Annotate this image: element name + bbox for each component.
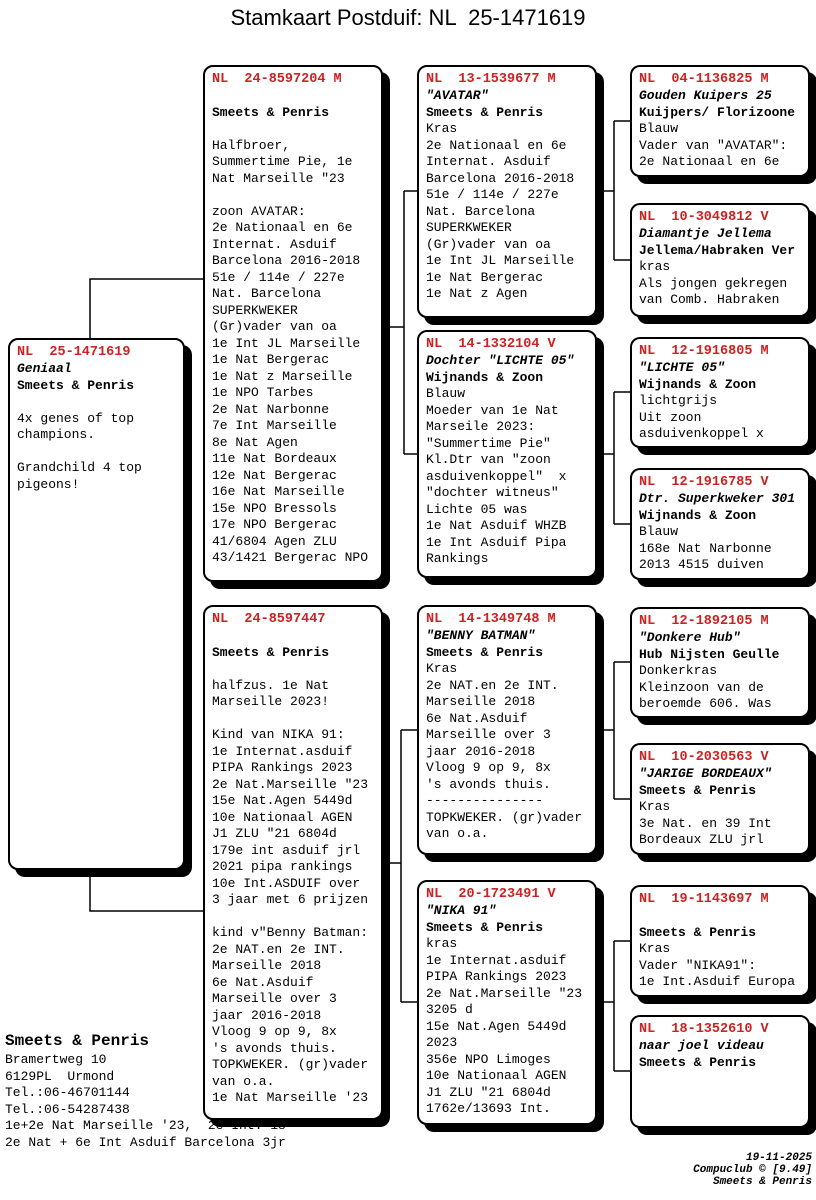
pedigree-line: Jellema/Habraken Ver [639,242,796,258]
pedigree-line: 2e NAT.en 2e INT. [212,941,345,957]
footer-program: Compuclub © [9.49] [693,1164,812,1176]
pedigree-line: Dtr. Superkweker 301 [639,491,796,506]
connector-g2-greatgrandparents [597,392,630,524]
pedigree-line: van o.a. [426,826,489,841]
pedigree-line: Blauw [426,386,466,401]
owner-name: Smeets & Penris [5,1032,150,1050]
pedigree-line: 2e Nat.Marseille "23 [212,776,369,792]
ring-number: NL 13-1539677 M [426,72,556,87]
pedigree-line: Summertime Pie, 1e [212,154,353,169]
pedigree-box-gg8 [630,1015,810,1128]
pedigree-line [639,908,805,925]
pedigree-box-g4 [417,880,597,1125]
pedigree-line: PIPA Rankings 2023 [212,760,353,775]
pedigree-line [212,628,378,645]
ring-number: NL 20-1723491 V [426,887,556,902]
pedigree-line: Smeets & Penris [212,104,330,120]
pedigree-line: Lichte 05 was [426,501,528,517]
pedigree-line: Grandchild 4 top [17,460,142,475]
pedigree-line: 1e Int JL Marseille [426,253,575,268]
pedigree-line: SUPERKWEKER [426,220,512,235]
pedigree-line: --------------- [426,793,544,808]
ring-number: NL 18-1352610 V [639,1022,769,1037]
pedigree-line: beroemde 606. Was [639,696,772,711]
pedigree-line: Kleinzoon van de [639,679,764,695]
pedigree-line: 168e Nat Narbonne [639,540,772,556]
pedigree-line: 41/6804 Agen ZLU [212,533,337,549]
pedigree-line: "AVATAR" [426,88,489,103]
pedigree-line: Geniaal [17,361,72,376]
pedigree-line: 17e NPO Bergerac [212,517,337,532]
pedigree-line: Kras [639,941,671,956]
pedigree-line: Vloog 9 op 9, 8x [426,760,551,775]
connector-subject-dam [90,870,203,911]
pedigree-line: 2e Nationaal en 6e [426,137,567,153]
pedigree-line: 1762e/13693 Int. [426,1101,551,1116]
pedigree-line: 2e Nat.Marseille "23 [426,985,583,1001]
pedigree-line: 3e Nat. en 39 Int [639,815,772,831]
pedigree-line: van Comb. Habraken [639,292,780,307]
pedigree-line: 1e Nat z Marseille [212,368,353,384]
page-title: Stamkaart Postduif: NL 25-1471619 [230,5,586,30]
pedigree-line: 's avonds thuis. [212,1040,337,1056]
pedigree-line: Nat. Barcelona [212,286,322,301]
pedigree-line [212,121,378,138]
pedigree-line: 179e int asduif jrl [212,842,361,858]
ring-number: NL 14-1349748 M [426,612,556,627]
pedigree-line: Wijnands & Zoon [639,507,757,523]
pedigree-line: Rankings [426,551,489,566]
pedigree-line: Gouden Kuipers 25 [639,88,772,103]
ring-number: NL 19-1143697 M [639,892,769,907]
pedigree-box-subject [8,338,185,870]
pedigree-line: "LICHTE 05" [639,360,725,375]
pedigree-line: 15e NPO Bressols [212,500,337,516]
pedigree-line: Wijnands & Zoon [426,369,544,385]
pedigree-line: Nat Marseille "23 [212,170,345,186]
pedigree-line: Bordeaux ZLU jrl [639,832,764,847]
footer-date: 19-11-2025 [745,1152,812,1164]
pedigree-line: 15e Nat.Agen 5449d [426,1018,567,1034]
pedigree-line: 6e Nat.Asduif [426,710,528,726]
owner-phone-line: Tel.:06-46701144 [5,1085,130,1101]
pedigree-line: 10e Int.ASDUIF over [212,875,361,891]
owner-block [5,1030,286,1152]
ring-number: NL 04-1136825 M [639,72,769,87]
pedigree-line: "BENNY BATMAN" [426,628,536,643]
footer [0,1140,812,1200]
pedigree-line: 3 jaar met 6 prijzen [212,892,369,907]
pedigree-line: Halfbroer, [212,137,291,153]
ring-number: NL 25-1471619 [17,345,131,360]
pedigree-line: 2e Nat Narbonne [212,401,330,417]
pedigree-line: 1e Internat.asduif [212,743,353,759]
pedigree-line: 1e NPO Tarbes [212,385,314,400]
ring-number: NL 10-3049812 V [639,210,769,225]
pedigree-line: Marseile 2023: [426,419,536,434]
pedigree-line: "JARIGE BORDEAUX" [639,766,772,781]
pedigree-line: jaar 2016-2018 [212,1007,322,1023]
pedigree-line: 1e Nat z Agen [426,286,528,301]
pedigree-line: Internat. Asduif [212,236,337,252]
owner-address-line: Bramertweg 10 [5,1052,107,1067]
pedigree-line: "Donkere Hub" [639,630,741,645]
pedigree-line: "NIKA 91" [426,903,497,918]
pedigree-line: 12e Nat Bergerac [212,467,337,483]
pedigree-line: 15e Nat.Agen 5449d [212,793,353,808]
pedigree-line: 1e Nat Bergerac [212,352,330,367]
pedigree-line: kras [426,936,458,951]
ring-number: NL 12-1916785 V [639,475,769,490]
pedigree-line: asduivenkoppel" x [426,468,567,484]
pedigree-line: Smeets & Penris [426,919,544,935]
pedigree-line: 1e Nat Bergerac [426,269,544,285]
connector-p2-grandparents [385,730,417,1002]
owner-phone-line: Tel.:06-54287438 [5,1101,130,1117]
pedigree-line: Smeets & Penris [639,782,757,798]
pedigree-line: Marseille 2018 [426,694,536,709]
pedigree-line: asduivenkoppel x [639,426,764,441]
pedigree-line: Nat. Barcelona [426,203,536,219]
pedigree-line [212,661,378,678]
pedigree-line: 51e / 114e / 227e [212,269,345,285]
pedigree-line: Barcelona 2016-2018 [426,170,575,186]
pedigree-line: 51e / 114e / 227e [426,187,559,202]
connector-g4-greatgrandparents [597,941,630,1071]
pedigree-line: PIPA Rankings 2023 [426,969,567,984]
pedigree-box-gg3 [630,337,810,448]
pedigree-line: Barcelona 2016-2018 [212,253,361,268]
pedigree-line: Vloog 9 op 9, 8x [212,1024,337,1039]
pedigree-line: 's avonds thuis. [426,776,551,792]
pedigree-line: Smeets & Penris [639,924,757,940]
pedigree-line: 1e Nat Asduif WHZB [426,518,567,533]
pedigree-line: Smeets & Penris [426,104,544,120]
pedigree-line: 1e Int Asduif Pipa [426,534,567,550]
pedigree-line [212,909,378,926]
pedigree-box-gg5 [630,607,810,718]
pedigree-line: Vader van "AVATAR": [639,137,788,153]
ring-number: NL 10-2030563 V [639,750,769,765]
ring-number: NL 24-8597204 M [212,72,342,87]
pedigree-line: Dochter "LICHTE 05" [426,353,575,368]
pedigree-line: Smeets & Penris [17,377,135,393]
pedigree-line: Marseille over 3 [426,727,551,742]
pedigree-line: 2021 pipa rankings [212,859,353,874]
pedigree-line: 10e Nationaal AGEN [426,1068,567,1083]
pedigree-line: 16e Nat Marseille [212,484,345,499]
pedigree-line: 43/1421 Bergerac NPO [212,550,369,565]
pedigree-line: SUPERKWEKER [212,302,298,318]
pedigree-line: Kras [426,661,458,676]
pedigree-line: 4x genes of top [17,410,135,426]
connector-subject-sire [90,279,203,340]
pedigree-line: (Gr)vader van oa [212,319,337,334]
pedigree-line: 1e Nat Marseille '23 [212,1090,369,1105]
pedigree-line: Vader "NIKA91": [639,957,757,973]
ring-number: NL 14-1332104 V [426,337,556,352]
pedigree-line: Wijnands & Zoon [639,376,757,392]
pedigree-line: "Summertime Pie" [426,435,551,451]
pedigree-line: Uit zoon [639,409,702,425]
pedigree-line: 1e Int JL Marseille [212,335,361,351]
pedigree-line [17,444,180,461]
pedigree-box-gg4 [630,468,810,580]
pedigree-line: J1 ZLU "21 6804d [212,826,337,841]
pedigree-line: Kind van NIKA 91: [212,727,345,742]
pedigree-line: Moeder van 1e Nat [426,402,559,418]
pedigree-line: van o.a. [212,1073,275,1089]
pedigree-box-gg7 [630,885,810,997]
pedigree-line: 7e Int Marseille [212,418,337,433]
pedigree-box-g3 [417,605,597,855]
pedigree-box-g2 [417,330,597,578]
pedigree-line: halfzus. 1e Nat [212,677,330,693]
pedigree-line: 10e Nationaal AGEN [212,809,353,825]
pedigree-line: zoon AVATAR: [212,203,306,219]
pedigree-line: 1e Int.Asduif Europa [639,974,796,989]
footer-owner: Smeets & Penris [712,1176,812,1188]
pedigree-line: "dochter witneus" [426,485,559,500]
pedigree-line: 6e Nat.Asduif [212,974,314,990]
pedigree-line: naar joel videau [639,1038,764,1053]
pedigree-line: jaar 2016-2018 [426,743,536,759]
pedigree-box-gg6 [630,743,810,855]
pedigree-line: (Gr)vader van oa [426,236,551,252]
ring-number: NL 24-8597447 [212,612,326,627]
pedigree-line: Kuijpers/ Florizoone [639,104,796,120]
pedigree-line: Smeets & Penris [426,644,544,660]
pedigree-box-p1 [203,65,383,582]
pedigree-box-gg2 [630,203,810,317]
pedigree-line: 3205 d [426,1002,473,1017]
pedigree-line: Marseille 2023! [212,694,330,709]
pedigree-box-gg1 [630,65,810,177]
pedigree-line: kind v"Benny Batman: [212,925,369,940]
owner-achievement-line: 2e Nat + 6e Int Asduif Barcelona 3jr [5,1134,286,1150]
pedigree-line: Kras [426,121,458,136]
pedigree-line: J1 ZLU "21 6804d [426,1084,551,1100]
pedigree-line [212,88,378,105]
pedigree-line: lichtgrijs [639,393,718,408]
pedigree-line: Smeets & Penris [212,644,330,660]
pedigree-line: champions. [17,427,96,442]
pedigree-line: Kras [639,799,671,814]
pedigree-line: Blauw [639,121,679,136]
pedigree-line: Blauw [639,524,679,539]
pedigree-line: 356e NPO Limoges [426,1051,551,1067]
pedigree-line: 2023 [426,1035,458,1050]
pedigree-line: 1e Internat.asduif [426,952,567,968]
pedigree-line: 2e Nationaal en 6e [639,154,780,169]
pedigree-line: 2e Nationaal en 6e [212,220,353,235]
pedigree-line: 2e NAT.en 2e INT. [426,677,559,693]
pedigree-line: Marseille over 3 [212,991,337,1006]
pedigree-line [17,394,180,411]
pedigree-line: TOPKWEKER. (gr)vader [426,809,583,825]
pedigree-line: Diamantje Jellema [639,226,772,241]
ring-number: NL 12-1916805 M [639,344,769,359]
ring-number: NL 12-1892105 M [639,614,769,629]
connector-g3-greatgrandparents [597,662,630,799]
pedigree-line [212,187,378,204]
pedigree-line: Smeets & Penris [639,1054,757,1070]
pedigree-line: TOPKWEKER. (gr)vader [212,1057,369,1072]
pedigree-line [212,711,378,728]
pedigree-line: kras [639,259,671,274]
pedigree-line: Internat. Asduif [426,154,551,169]
pedigree-line: 2013 4515 duiven [639,557,764,572]
pedigree-line: 8e Nat Agen [212,434,298,450]
pedigree-line: Hub Nijsten Geulle [639,646,780,662]
pedigree-line: 11e Nat Bordeaux [212,451,337,466]
pedigree-line: Als jongen gekregen [639,275,788,291]
pedigree-line: Marseille 2018 [212,958,322,973]
pedigree-line: pigeons! [17,476,80,492]
pedigree-line: Donkerkras [639,663,718,678]
connector-p1-grandparents [385,191,417,454]
owner-achievement-line: 1e+2e Nat Marseille '23, 2e Int.'18 [5,1118,286,1134]
pedigree-box-g1 [417,65,597,318]
owner-address-line: 6129PL Urmond [5,1068,115,1084]
pedigree-line: Kl.Dtr van "zoon [426,452,551,467]
connector-g1-greatgrandparents [597,121,630,260]
